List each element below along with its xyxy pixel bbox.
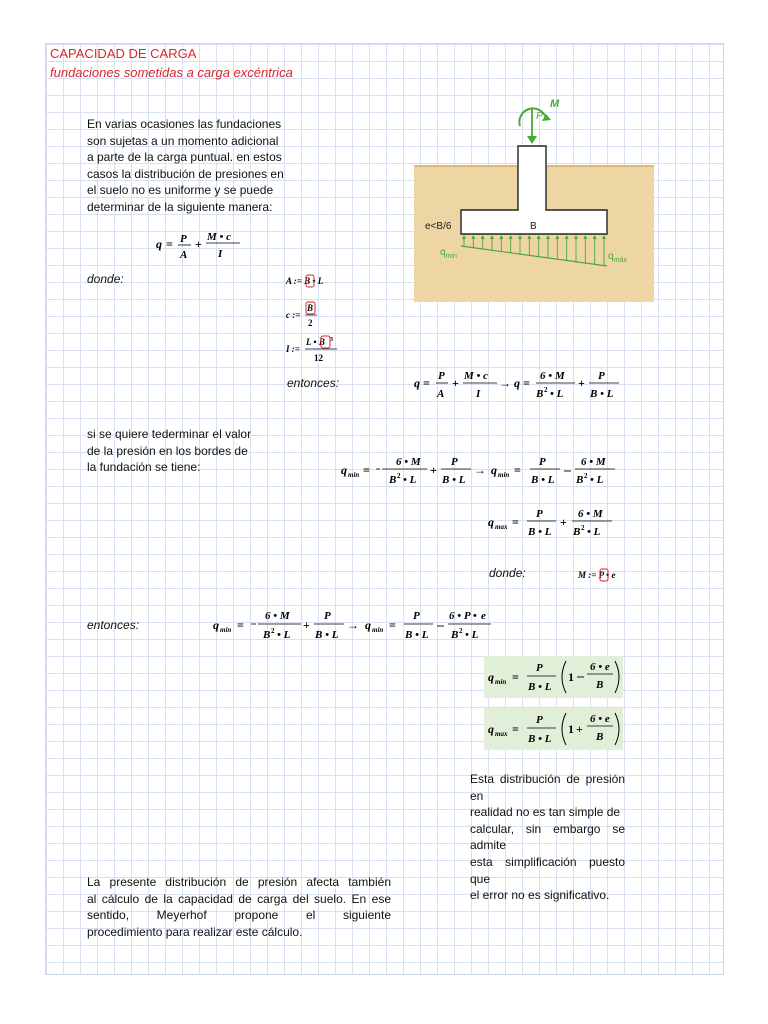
- c-definition: [286, 300, 326, 330]
- svg-text:q: q: [414, 376, 420, 390]
- qmin-derivation-formula: [341, 452, 621, 492]
- svg-text:q: q: [365, 618, 371, 632]
- svg-text:B: B: [451, 629, 459, 641]
- svg-text:B • L: B • L: [528, 733, 552, 745]
- svg-text:→: →: [347, 618, 359, 632]
- svg-text:+: +: [195, 237, 202, 251]
- svg-text:→: →: [499, 376, 511, 390]
- svg-text:max: max: [495, 523, 508, 531]
- svg-text:6 • P •: 6 • P •: [449, 610, 477, 622]
- intro-line: determinar de la siguiente manera:: [87, 199, 273, 214]
- svg-text:2: 2: [581, 524, 585, 532]
- svg-text:P: P: [451, 456, 458, 468]
- svg-text:A: A: [180, 249, 188, 261]
- load-label: P: [536, 111, 543, 122]
- svg-text:1: 1: [568, 670, 574, 684]
- svg-text:+: +: [560, 515, 567, 529]
- note-line: esta simplificación puesto que: [470, 854, 625, 886]
- svg-text:6 • M: 6 • M: [581, 456, 606, 468]
- svg-text:B: B: [576, 474, 584, 486]
- svg-text:B: B: [596, 731, 604, 743]
- svg-text:2: 2: [544, 386, 548, 394]
- svg-text:M • c: M • c: [464, 370, 489, 382]
- svg-text:+: +: [576, 722, 583, 736]
- entonces-label: entonces:: [287, 376, 340, 390]
- donde-label-2: donde:: [489, 566, 526, 580]
- edges-paragraph: [87, 426, 277, 476]
- svg-text:B • L: B • L: [528, 681, 552, 693]
- closing-line: procedimiento para realizar este cálculo.: [87, 924, 303, 939]
- svg-text:6 • M: 6 • M: [265, 610, 290, 622]
- svg-text:I: I: [218, 248, 223, 260]
- svg-text:+: +: [303, 618, 310, 632]
- note-line: Esta distribución de presión en: [470, 772, 625, 803]
- svg-text:P: P: [536, 662, 543, 674]
- edges-line: la fundación se tiene:: [87, 460, 201, 475]
- svg-text:=: =: [166, 237, 173, 251]
- note-line: realidad no es tan simple de: [470, 805, 621, 820]
- substituted-pressure-formula: [414, 366, 624, 406]
- svg-text:P: P: [536, 714, 543, 726]
- svg-text:+: +: [452, 376, 459, 390]
- qmin-final-formula: [488, 656, 622, 698]
- svg-text:+: +: [578, 376, 585, 390]
- svg-text:• L: • L: [403, 474, 417, 486]
- intro-line: En varias ocasiones las fundaciones: [87, 117, 282, 131]
- svg-text:B • L: B • L: [442, 474, 466, 486]
- svg-text:q: q: [491, 463, 497, 477]
- svg-text:→: →: [474, 463, 486, 477]
- svg-text:B • L: B • L: [315, 629, 339, 641]
- edges-line: de la presión en los bordes de: [87, 443, 248, 458]
- svg-text:6 • M: 6 • M: [540, 370, 565, 382]
- svg-text:2: 2: [397, 472, 401, 480]
- qmin-label: $q_{min}$: [440, 247, 457, 260]
- intro-line: son sujetas a un momento adicional: [87, 133, 279, 148]
- svg-text:P: P: [413, 610, 420, 622]
- svg-text:=: =: [512, 722, 519, 736]
- svg-text:=: =: [363, 463, 370, 477]
- qmin-substitution-formula: [213, 606, 503, 646]
- closing-line: La presente distribución de presión afecta también: [87, 875, 391, 889]
- svg-text:• L: • L: [465, 629, 479, 641]
- svg-text:• L: • L: [590, 474, 604, 486]
- svg-text:e: e: [481, 610, 486, 622]
- svg-text:6 • M: 6 • M: [578, 508, 603, 520]
- svg-text:B • L: B • L: [590, 388, 614, 400]
- svg-text:+: +: [430, 463, 437, 477]
- svg-text:P: P: [180, 233, 187, 245]
- note-line: el error no es significativo.: [470, 888, 610, 903]
- sheet-title: CAPACIDAD DE CARGA: [50, 46, 197, 61]
- donde-label: donde:: [87, 272, 124, 286]
- svg-text:q: q: [213, 618, 219, 632]
- svg-text:q: q: [488, 670, 494, 684]
- svg-text:6 • e: 6 • e: [590, 713, 610, 725]
- svg-text:2: 2: [308, 318, 313, 328]
- svg-text:P: P: [598, 370, 605, 382]
- svg-text:q: q: [488, 515, 494, 529]
- svg-text:P: P: [539, 456, 546, 468]
- moment-label: M: [550, 98, 560, 110]
- base-pressure-formula: [156, 228, 246, 266]
- svg-text:min: min: [495, 678, 507, 686]
- svg-text:B • L: B • L: [531, 474, 555, 486]
- closing-line: sentido, Meyerhof propone el siguiente: [87, 908, 391, 923]
- svg-text:• L: • L: [587, 526, 601, 538]
- svg-text:B: B: [263, 629, 271, 641]
- svg-text:B: B: [573, 526, 581, 538]
- svg-text:3: 3: [330, 337, 333, 343]
- svg-text:=: =: [512, 670, 519, 684]
- entonces-label-2: entonces:: [87, 618, 140, 632]
- edges-line: si se quiere tederminar el valor: [87, 427, 252, 441]
- svg-text:min: min: [498, 471, 510, 479]
- closing-line: al cálculo de la capacidad de carga del suelo. En ese: [87, 891, 391, 906]
- svg-text:• L: • L: [550, 388, 564, 400]
- svg-text:1: 1: [568, 722, 574, 736]
- note-paragraph: [470, 771, 625, 904]
- svg-text:=: =: [512, 515, 519, 529]
- closing-paragraph: [87, 874, 391, 940]
- svg-text:2: 2: [459, 627, 463, 635]
- svg-text:P: P: [324, 610, 331, 622]
- svg-text:I :=: I :=: [286, 344, 300, 354]
- svg-text:q: q: [156, 237, 162, 251]
- svg-text:L • B: L • B: [306, 337, 325, 347]
- note-line: calcular, sin embargo se admite: [470, 821, 625, 853]
- svg-text:q: q: [488, 722, 494, 736]
- eccentric-footing-diagram: [414, 98, 654, 302]
- svg-text:12: 12: [314, 353, 323, 363]
- svg-text:• L: • L: [277, 629, 291, 641]
- svg-text:c :=: c :=: [286, 310, 301, 320]
- moment-arrowhead-icon: [542, 114, 551, 121]
- svg-text:q: q: [514, 376, 520, 390]
- svg-text:2: 2: [271, 627, 275, 635]
- svg-text:q: q: [341, 463, 347, 477]
- moment-definition: [578, 566, 628, 582]
- svg-text:=: =: [389, 618, 396, 632]
- svg-text:=: =: [514, 463, 521, 477]
- svg-text:min: min: [220, 626, 232, 634]
- intro-line: casos la distribución de presiones en: [87, 166, 284, 181]
- qmax-final-formula: [488, 708, 622, 750]
- svg-text:min: min: [372, 626, 384, 634]
- inertia-definition: [286, 334, 346, 366]
- eccentricity-label: e<B/6: [425, 221, 452, 232]
- svg-text:M := P • e: M := P • e: [578, 570, 616, 580]
- area-definition: [286, 272, 346, 290]
- qmax-label: $q_{máx}$: [608, 251, 627, 264]
- svg-text:6 • e: 6 • e: [590, 661, 610, 673]
- intro-line: el suelo no es uniforme y se puede: [87, 183, 274, 198]
- svg-text:min: min: [348, 471, 360, 479]
- svg-text:B: B: [596, 679, 604, 691]
- svg-text:A := B • L: A := B • L: [286, 276, 324, 286]
- sheet-subtitle: fundaciones sometidas a carga excéntrica: [50, 65, 293, 80]
- load-arrowhead-icon: [527, 136, 537, 144]
- svg-text:B: B: [536, 388, 544, 400]
- svg-text:6 • M: 6 • M: [396, 456, 421, 468]
- svg-text:=: =: [237, 618, 244, 632]
- svg-text:=: =: [423, 376, 430, 390]
- svg-text:M • c: M • c: [207, 231, 232, 243]
- svg-text:max: max: [495, 730, 508, 738]
- svg-text:I: I: [476, 388, 481, 400]
- intro-line: a parte de la carga puntual. en estos: [87, 150, 282, 165]
- qmax-formula: [488, 504, 618, 544]
- svg-text:P: P: [438, 370, 445, 382]
- intro-paragraph: [87, 116, 299, 216]
- svg-text:P: P: [536, 508, 543, 520]
- svg-text:A: A: [437, 388, 445, 400]
- width-label: B: [530, 221, 537, 232]
- svg-text:B: B: [389, 474, 397, 486]
- svg-text:=: =: [523, 376, 530, 390]
- svg-text:B • L: B • L: [528, 526, 552, 538]
- svg-text:2: 2: [584, 472, 588, 480]
- svg-text:B: B: [307, 303, 314, 313]
- svg-text:B • L: B • L: [405, 629, 429, 641]
